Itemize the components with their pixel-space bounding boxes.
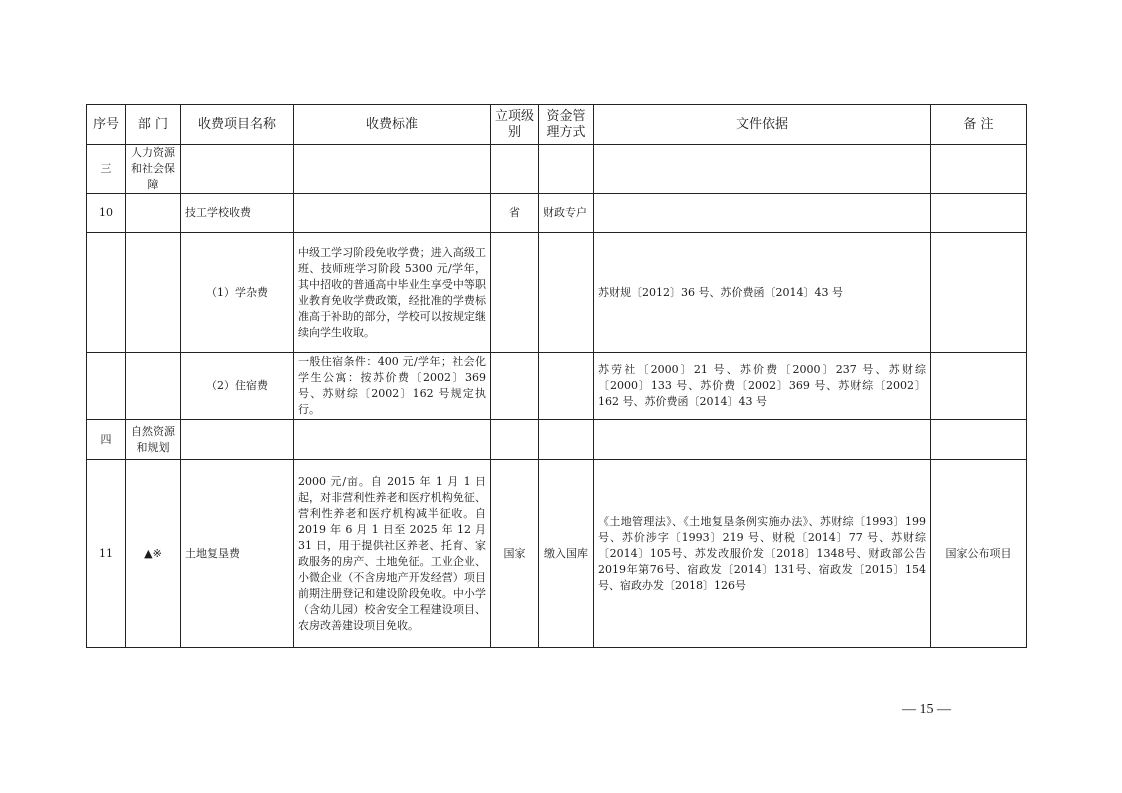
cell-seq: 四	[87, 420, 126, 460]
cell-dept: 人力资源和社会保障	[126, 145, 181, 194]
cell-remark	[931, 194, 1027, 233]
cell-basis: 苏劳社〔2000〕21 号、苏价费〔2000〕237 号、苏财综〔2000〕133 号、苏价费〔2002〕369 号、苏财综〔2002〕162 号、苏价费函〔2014〕43 号	[594, 353, 931, 420]
cell-mgmt	[539, 353, 594, 420]
cell-seq	[87, 353, 126, 420]
cell-level	[491, 353, 539, 420]
fee-table	[86, 104, 1027, 648]
cell-seq	[87, 233, 126, 353]
cell-dept	[126, 353, 181, 420]
cell-item: （2）住宿费	[181, 353, 294, 420]
header-dept: 部 门	[126, 105, 181, 145]
cell-item	[181, 145, 294, 194]
header-remark: 备 注	[931, 105, 1027, 145]
cell-mgmt: 财政专户	[539, 194, 594, 233]
table-row	[87, 420, 1027, 460]
cell-item: 土地复垦费	[181, 460, 294, 648]
cell-remark	[931, 353, 1027, 420]
cell-standard: 2000 元/亩。自 2015 年 1 月 1 日起，对非营利性养老和医疗机构免征、营利性养老和医疗机构减半征收。自 2019 年 6 月 1 日至 2025 年 12 月 31 日，用于提供社区养老、托育、家政服务的房产、土地免征。工业企业、小微企业（不含房地产开发经营）项目前期注册登记和建设阶段免收。中小学（含幼儿园）校舍安全工程建设项目、农房改善建设项目免收。	[294, 460, 491, 648]
cell-dept	[126, 233, 181, 353]
cell-mgmt: 缴入国库	[539, 460, 594, 648]
table-row	[87, 233, 1027, 353]
cell-basis: 苏财规〔2012〕36 号、苏价费函〔2014〕43 号	[594, 233, 931, 353]
cell-standard: 一般住宿条件：400 元/学年；社会化学生公寓：按苏价费〔2002〕369 号、苏财综〔2002〕162 号规定执行。	[294, 353, 491, 420]
cell-level	[491, 420, 539, 460]
header-item: 收费项目名称	[181, 105, 294, 145]
cell-level	[491, 233, 539, 353]
cell-seq: 11	[87, 460, 126, 648]
cell-remark	[931, 233, 1027, 353]
table-row	[87, 145, 1027, 194]
header-mgmt: 资金管理方式	[539, 105, 594, 145]
table-row	[87, 460, 1027, 648]
cell-item: 技工学校收费	[181, 194, 294, 233]
cell-level: 国家	[491, 460, 539, 648]
cell-basis	[594, 420, 931, 460]
header-level: 立项级别	[491, 105, 539, 145]
cell-standard	[294, 145, 491, 194]
cell-item: （1）学杂费	[181, 233, 294, 353]
cell-remark: 国家公布项目	[931, 460, 1027, 648]
cell-remark	[931, 420, 1027, 460]
cell-standard	[294, 194, 491, 233]
cell-standard	[294, 420, 491, 460]
header-row	[87, 105, 1027, 145]
cell-standard: 中级工学习阶段免收学费；进入高级工班、技师班学习阶段 5300 元/学年，其中招收的普通高中毕业生享受中等职业教育免收学费政策，经批准的学费标准高于补助的部分，学校可以按规定继续向学生收取。	[294, 233, 491, 353]
cell-mgmt	[539, 233, 594, 353]
cell-basis	[594, 194, 931, 233]
header-standard: 收费标准	[294, 105, 491, 145]
cell-dept: 自然资源和规划	[126, 420, 181, 460]
cell-seq: 三	[87, 145, 126, 194]
cell-item	[181, 420, 294, 460]
cell-dept: ▲※	[126, 460, 181, 648]
cell-mgmt	[539, 145, 594, 194]
cell-basis	[594, 145, 931, 194]
page-number: — 15 —	[902, 702, 951, 717]
cell-level	[491, 145, 539, 194]
cell-remark	[931, 145, 1027, 194]
cell-seq: 10	[87, 194, 126, 233]
header-seq: 序号	[87, 105, 126, 145]
table-row	[87, 353, 1027, 420]
cell-basis: 《土地管理法》、《土地复垦条例实施办法》、苏财综〔1993〕199 号、苏价涉字〔1993〕219 号、财税〔2014〕77 号、苏财综〔2014〕105号、苏发改服价发〔2018〕1348号、财政部公告2019年第76号、宿政发〔2014〕131号、宿政发〔2015〕154号、宿政办发〔2018〕126号	[594, 460, 931, 648]
cell-dept	[126, 194, 181, 233]
cell-mgmt	[539, 420, 594, 460]
header-basis: 文件依据	[594, 105, 931, 145]
table-row	[87, 194, 1027, 233]
cell-level: 省	[491, 194, 539, 233]
